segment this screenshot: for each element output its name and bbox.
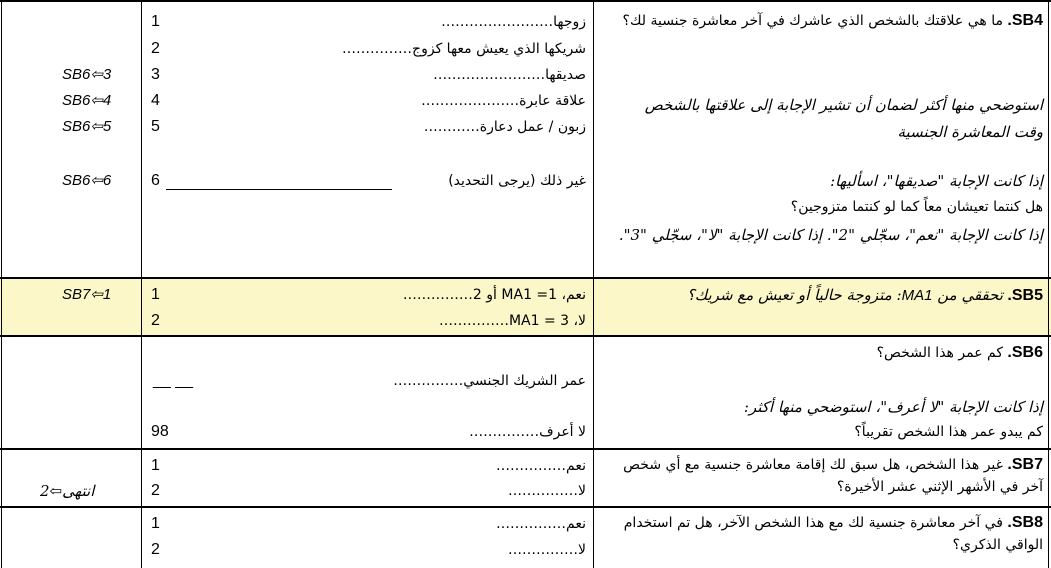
sb8-code: SB8 <box>1011 514 1043 531</box>
column-divider <box>593 0 594 568</box>
sb8-option-label: لا…………… <box>508 542 586 558</box>
sb4-option-label: صديقها…………………… <box>433 67 586 83</box>
sb4-option-skip: SB6⇦5 <box>62 118 112 135</box>
sb4-option-label: شريكها الذي يعيش معها كزوج…………… <box>342 41 586 57</box>
column-divider <box>1 0 2 568</box>
sb4-question-text: ما هي علاقتك بالشخص الذي عاشرك في آخر معاشرة جنسية لك؟ <box>622 13 1003 29</box>
sb5-question: SB5. تحققي من MA1: متزوجة حالياً أو تعيش مع شريك؟ <box>686 286 1043 304</box>
sb6-option-code: 98 <box>151 423 169 440</box>
sb6-option-label: عمر الشريك الجنسي…………… <box>393 373 586 389</box>
sb8-option-code: 2 <box>151 541 160 558</box>
sb4-other-specify-line <box>166 189 392 190</box>
sb7-question-text: غير هذا الشخص، هل سبق لك إقامة معاشرة جنسية مع أي شخص آخر في الأشهر الإثني عشر الأخيرة؟ <box>623 457 1043 495</box>
row-divider <box>0 506 1051 508</box>
sb5-option-skip: SB7⇦1 <box>62 286 112 303</box>
sb8-option-label: نعم…………… <box>496 516 586 532</box>
sb6-option-code: __ __ <box>153 372 194 389</box>
sb6-option-label: لا أعرف…………… <box>469 424 586 440</box>
sb4-option-code: 3 <box>151 66 160 83</box>
sb8-question-text: في آخر معاشرة جنسية لك مع هذا الشخص الآخر، هل تم استخدام الواقي الذكري؟ <box>623 515 1043 553</box>
sb4-friend-instruction: إذا كانت الإجابة "نعم"، سجّلي "2". إذا كانت الإجابة "لا"، سجّلي "3". <box>618 226 1043 244</box>
sb5-option-label: لا، MA1 = 3…………… <box>438 313 586 329</box>
sb4-option-code: 2 <box>151 40 160 57</box>
sb5-option-label: نعم، MA1 =1 أو 2…………… <box>402 287 586 303</box>
column-divider <box>141 0 142 568</box>
sb5-question-suffix: : متزوجة حالياً أو تعيش مع شريك؟ <box>686 286 902 304</box>
sb4-option-code: 6 <box>151 172 160 189</box>
sb4-probe: استوضحي منها أكثر لضمان أن تشير الإجابة إلى علاقتها بالشخص وقت المعاشرة الجنسية <box>644 96 1043 141</box>
sb7-option-skip: انتهى⇦2 <box>40 482 95 500</box>
sb4-option-label: زوجها…………………… <box>441 14 586 30</box>
sb4-option-code: 4 <box>151 92 160 109</box>
sb7-option-label: لا…………… <box>508 483 586 499</box>
sb4-option-code: 5 <box>151 118 160 135</box>
row-divider <box>0 448 1051 450</box>
row-divider <box>0 335 1051 337</box>
row-divider <box>0 0 1051 2</box>
column-divider <box>1048 0 1049 568</box>
sb5-option-code: 2 <box>151 312 160 329</box>
sb6-code: SB6 <box>1011 344 1043 361</box>
sb7-option-label: نعم…………… <box>496 458 586 474</box>
sb4-option-label: غير ذلك (يرجى التحديد) <box>448 173 586 189</box>
sb4-option-skip: SB6⇦6 <box>62 172 112 189</box>
sb4-option-skip: SB6⇦3 <box>62 66 112 83</box>
sb6-question-text: كم عمر هذا الشخص؟ <box>876 345 1003 361</box>
sb4-code: SB4 <box>1011 12 1043 29</box>
sb7-code: SB7 <box>1011 456 1043 473</box>
sb4-friend-question: هل كنتما تعيشان معاً كما لو كنتما متزوجين؟ <box>790 199 1043 215</box>
sb4-if-friend: إذا كانت الإجابة "صديقها"، اسأليها: <box>830 172 1043 190</box>
sb6-probe: إذا كانت الإجابة "لا أعرف"، استوضحي منها أكثر: <box>743 398 1043 416</box>
sb7-question: SB7. غير هذا الشخص، هل سبق لك إقامة معاشرة جنسية مع أي شخص آخر في الأشهر الإثني عشر الأخيرة؟ <box>623 456 1043 495</box>
sb4-option-label: زبون / عمل دعارة………… <box>423 119 586 135</box>
sb7-option-code: 2 <box>151 482 160 499</box>
sb6-probe-question: كم يبدو عمر هذا الشخص تقريباً؟ <box>854 424 1043 440</box>
sb5-question-code: MA1 <box>901 287 933 304</box>
sb5-question-prefix: تحققي من <box>937 286 1003 304</box>
sb4-option-code: 1 <box>151 13 160 30</box>
sb4-option-skip: SB6⇦4 <box>62 92 112 109</box>
sb5-option-code: 1 <box>151 286 160 303</box>
sb7-option-code: 1 <box>151 457 160 474</box>
sb4-option-label: علاقة عابرة………………… <box>421 93 586 109</box>
sb8-option-code: 1 <box>151 515 160 532</box>
row-divider <box>0 277 1051 279</box>
sb8-question: SB8. في آخر معاشرة جنسية لك مع هذا الشخص الآخر، هل تم استخدام الواقي الذكري؟ <box>623 514 1043 553</box>
sb5-code: SB5 <box>1011 287 1043 304</box>
sb6-question: SB6. كم عمر هذا الشخص؟ <box>876 344 1043 361</box>
sb4-question: SB4. ما هي علاقتك بالشخص الذي عاشرك في آخر معاشرة جنسية لك؟ <box>622 12 1043 29</box>
